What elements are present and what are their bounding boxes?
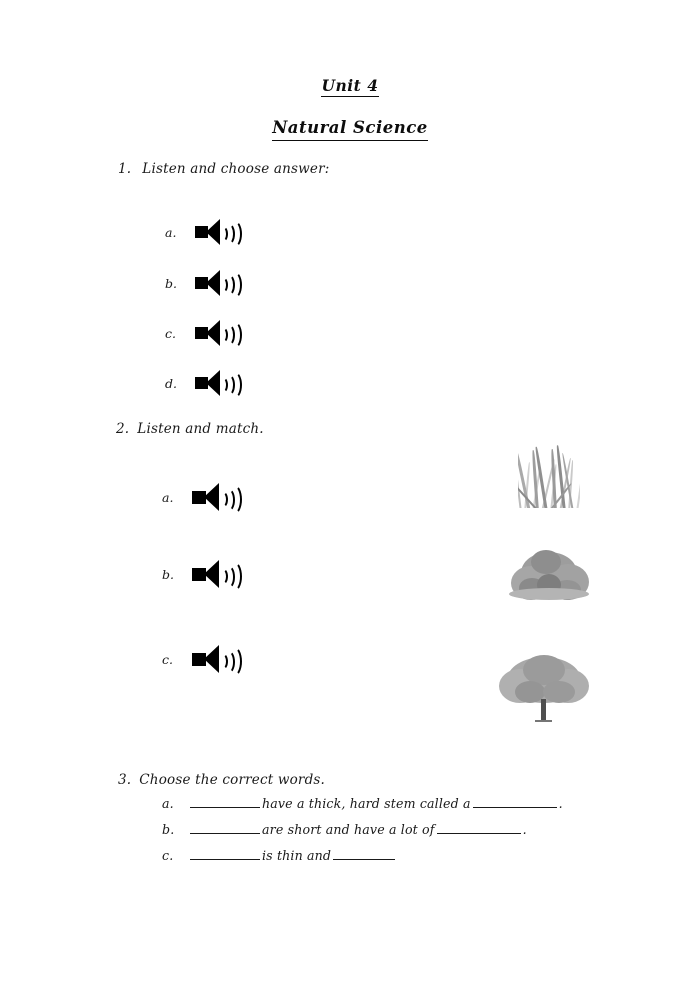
q1-item-a[interactable]: [165, 217, 239, 247]
question-1-heading: [118, 161, 330, 177]
speaker-icon[interactable]: [192, 481, 240, 514]
question-1-number: 1.: [118, 161, 132, 177]
q3-line-b-blank-2[interactable]: [437, 821, 521, 834]
page-subtitle: Natural Science: [272, 118, 428, 141]
q1-item-d-letter: d.: [165, 375, 177, 391]
q3-line-b-blank-1[interactable]: [190, 821, 260, 834]
tree-photo: [497, 655, 591, 727]
q2-item-b-letter: b.: [162, 567, 174, 582]
q2-item-a-letter: a.: [162, 490, 174, 505]
q3-line-c-blank-2[interactable]: [333, 847, 395, 860]
q3-line-b-text-1: are short and have a lot of: [262, 821, 435, 837]
speaker-icon[interactable]: [192, 643, 240, 676]
question-2-instruction: Listen and match.: [137, 421, 264, 437]
question-2-heading: [116, 421, 264, 437]
q3-line-b-letter: b.: [162, 821, 175, 837]
q2-item-c-letter: c.: [162, 652, 173, 667]
q3-line-c: [162, 847, 397, 863]
q3-line-a-text-2: .: [558, 795, 563, 811]
q1-item-c-letter: c.: [165, 325, 176, 341]
q1-item-c[interactable]: [165, 318, 239, 348]
q1-item-b-letter: b.: [165, 275, 177, 291]
q3-line-b-text-2: .: [522, 821, 527, 837]
q3-line-c-blank-1[interactable]: [190, 847, 260, 860]
speaker-icon[interactable]: [195, 217, 239, 247]
q1-item-b[interactable]: [165, 268, 239, 298]
grass-photo: [518, 438, 580, 508]
question-1-instruction: Listen and choose answer:: [142, 161, 330, 177]
question-3-number: 3.: [118, 772, 132, 788]
speaker-icon[interactable]: [195, 318, 239, 348]
q2-item-a[interactable]: [162, 481, 240, 514]
bush-photo: [507, 548, 591, 608]
q3-line-a-blank-2[interactable]: [473, 795, 557, 808]
q3-line-a: [162, 795, 563, 811]
q2-item-c[interactable]: [162, 643, 240, 676]
q2-item-b[interactable]: [162, 558, 240, 591]
q1-item-d[interactable]: [165, 368, 239, 398]
question-2-number: 2.: [116, 421, 130, 437]
speaker-icon[interactable]: [195, 368, 239, 398]
q3-line-c-letter: c.: [162, 847, 174, 863]
page-title: Unit 4: [321, 76, 378, 97]
q3-line-a-text-1: have a thick, hard stem called a: [262, 795, 471, 811]
question-3-instruction: Choose the correct words.: [139, 772, 326, 788]
q3-line-a-letter: a.: [162, 795, 174, 811]
speaker-icon[interactable]: [195, 268, 239, 298]
q1-item-a-letter: a.: [165, 224, 177, 240]
question-3-heading: [118, 772, 325, 788]
page-title-block: [0, 76, 700, 141]
q3-line-b: [162, 821, 527, 837]
speaker-icon[interactable]: [192, 558, 240, 591]
q3-line-c-text-1: is thin and: [262, 847, 332, 863]
q3-line-a-blank-1[interactable]: [190, 795, 260, 808]
